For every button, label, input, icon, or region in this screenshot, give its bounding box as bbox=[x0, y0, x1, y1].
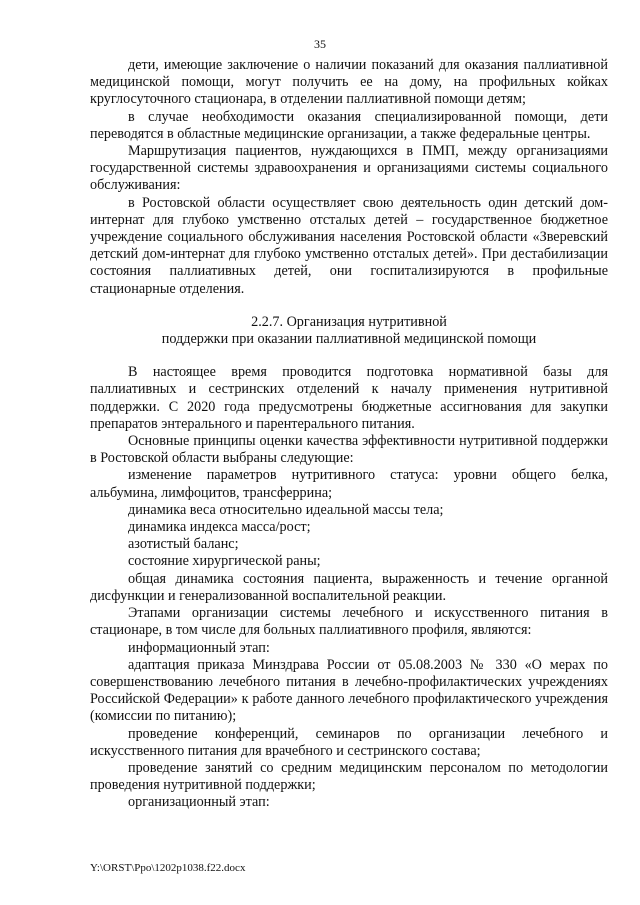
list-item: азотистый баланс; bbox=[128, 536, 239, 553]
section-heading-line: поддержки при оказании паллиативной медицинской помощи bbox=[161, 331, 537, 348]
paragraph: в Ростовской области осуществляет свою деятельность один детский дом-интернат для глубоко умственно отсталых детей – государственное бюджетное учреждение социального обслуживания населения Ростовской области «Зверевский детский дом-интернат для глубоко умственно отсталых детей». При дестабилизации состояния паллиативных детей, они госпитализируются в профильные стационарные отделения. bbox=[90, 194, 608, 297]
list-item: общая динамика состояния пациента, выраженность и течение органной дисфункции и генерализованной воспалительной реакции. bbox=[90, 570, 608, 604]
footer-file-path: Y:\ORST\Ppo\1202p1038.f22.docx bbox=[90, 862, 246, 874]
section-heading bbox=[90, 314, 608, 348]
page-number: 35 bbox=[314, 37, 326, 51]
paragraph: Основные принципы оценки качества эффективности нутритивной поддержки в Ростовской области выбраны следующие: bbox=[90, 433, 608, 467]
list-item: организационный этап: bbox=[128, 794, 270, 811]
list-item: динамика индекса масса/рост; bbox=[128, 519, 311, 536]
paragraph: дети, имеющие заключение о наличии показаний для оказания паллиативной медицинской помощи, могут получить ее на дому, на профильных койках круглосуточного стационара, в отделении паллиативной помощи детям; bbox=[90, 57, 608, 108]
paragraph: Этапами организации системы лечебного и искусственного питания в стационаре, в том числе для больных паллиативного профиля, являются: bbox=[90, 605, 608, 639]
list-item: динамика веса относительно идеальной массы тела; bbox=[128, 501, 444, 518]
paragraph: В настоящее время проводится подготовка нормативной базы для паллиативных и сестринских отделений к началу применения нутритивной поддержки. С 2020 года предусмотрены бюджетные ассигнования для закупки препаратов энтерального и парентерального питания. bbox=[90, 364, 608, 432]
section-heading-line: 2.2.7. Организация нутритивной bbox=[251, 313, 447, 330]
paragraph: в случае необходимости оказания специализированной помощи, дети переводятся в областные медицинские организации, а также федеральные центры. bbox=[90, 108, 608, 142]
document-body bbox=[90, 57, 608, 812]
list-item: состояние хирургической раны; bbox=[128, 553, 321, 570]
paragraph: Маршрутизация пациентов, нуждающихся в ПМП, между организациями государственной системы здравоохранения и организациями системы социального обслуживания: bbox=[90, 143, 608, 194]
list-item: проведение конференций, семинаров по организации лечебного и искусственного питания для врачебного и сестринского состава; bbox=[90, 725, 608, 759]
list-item: информационный этап: bbox=[128, 639, 270, 656]
list-item: изменение параметров нутритивного статуса: уровни общего белка, альбумина, лимфоцитов, трансферрина; bbox=[90, 467, 608, 501]
list-item: адаптация приказа Минздрава России от 05.08.2003 № 330 «О мерах по совершенствованию лечебного питания в лечебно-профилактических учреждениях Российской Федерации» к работе данного лечебного профилактического учреждения (комиссии по питанию); bbox=[90, 656, 608, 725]
list-item: проведение занятий со средним медицинским персоналом по методологии проведения нутритивной поддержки; bbox=[90, 759, 608, 794]
